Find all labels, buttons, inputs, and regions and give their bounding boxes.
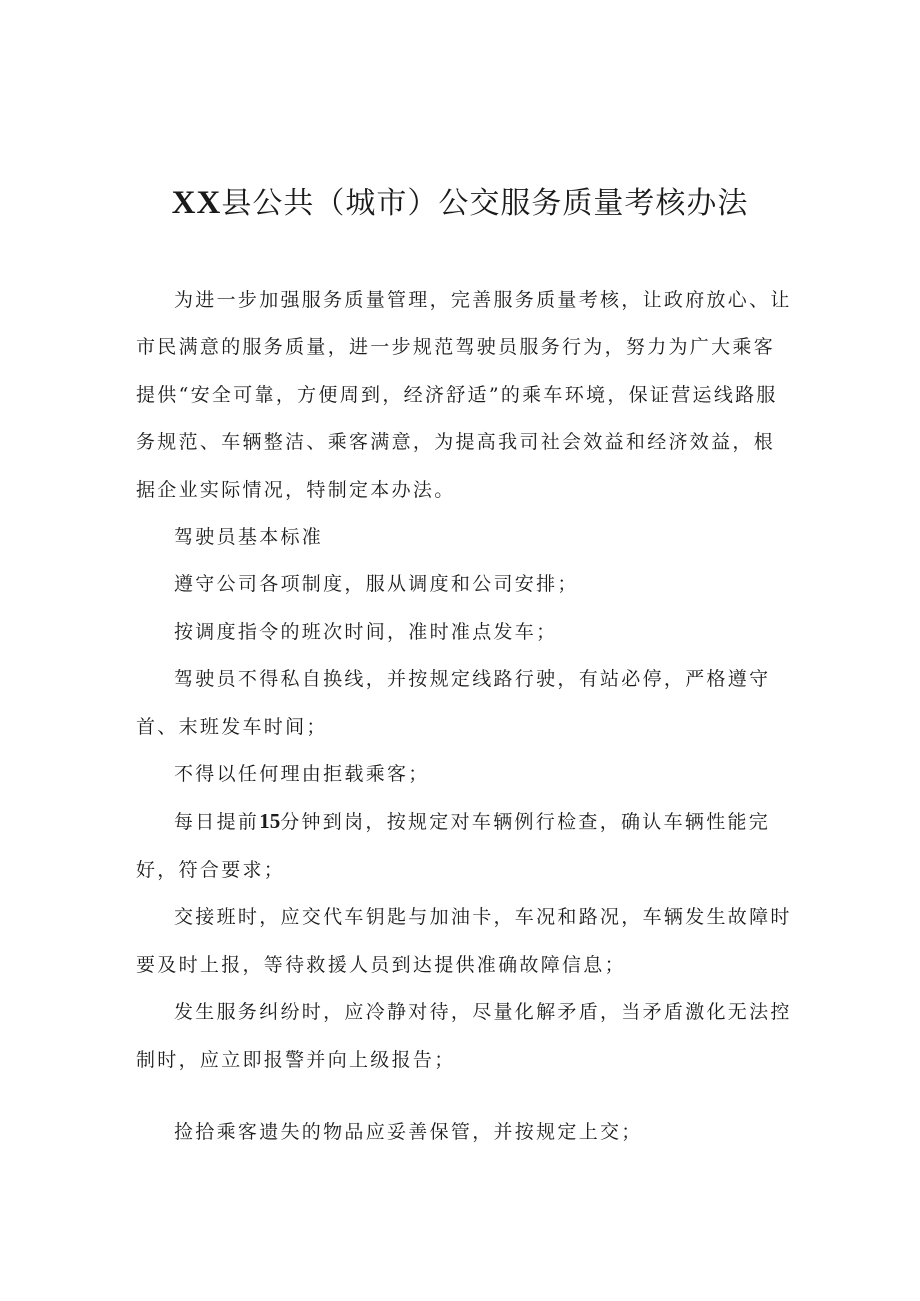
rule-1: 遵守公司各项制度，服从调度和公司安排； [174, 573, 579, 596]
rule-5 [136, 798, 796, 894]
title-lead: XX [171, 185, 222, 221]
intro-paragraph: 为进一步加强服务质量管理，完善服务质量考核，让政府放心、让市民满意的服务质量，进一步规范驾驶员服务行为，努力为广大乘客提供“安全可靠，方便周到，经济舒适”的乘车环境，保证营运线路服务规范、车辆整洁、乘客满意，为提高我司社会效益和经济效益，根据企业实际情况，特制定本办法。 [136, 289, 792, 501]
rule-2: 按调度指令的班次时间，准时准点发车； [174, 620, 558, 643]
rule-8: 捡拾乘客遗失的物品应妥善保管，并按规定上交； [174, 1120, 643, 1143]
document-title [0, 178, 920, 222]
rule-4: 不得以任何理由拒载乘客； [174, 763, 430, 786]
rule-5-after: 分钟到岗，按规定对车辆例行检查，确认车辆性能完好，符合要求； [136, 811, 771, 881]
title-rest: 县公共（城市）公交服务质量考核办法 [221, 186, 749, 221]
section-heading: 驾驶员基本标准 [174, 526, 324, 549]
rule-5-before: 每日提前 [174, 811, 260, 834]
rule-3: 驾驶员不得私自换线，并按规定线路行驶，有站必停，严格遵守首、末班发车时间； [136, 668, 771, 738]
rule-7: 发生服务纠纷时，应冷静对待，尽量化解矛盾，当矛盾激化无法控制时，应立即报警并向上级报告； [136, 1001, 792, 1071]
rule-6: 交接班时，应交代车钥匙与加油卡，车况和路况，车辆发生故障时要及时上报，等待救援人员到达提供准确故障信息； [136, 906, 792, 976]
document-body [136, 277, 796, 1156]
rule-5-number: 15 [259, 809, 281, 834]
